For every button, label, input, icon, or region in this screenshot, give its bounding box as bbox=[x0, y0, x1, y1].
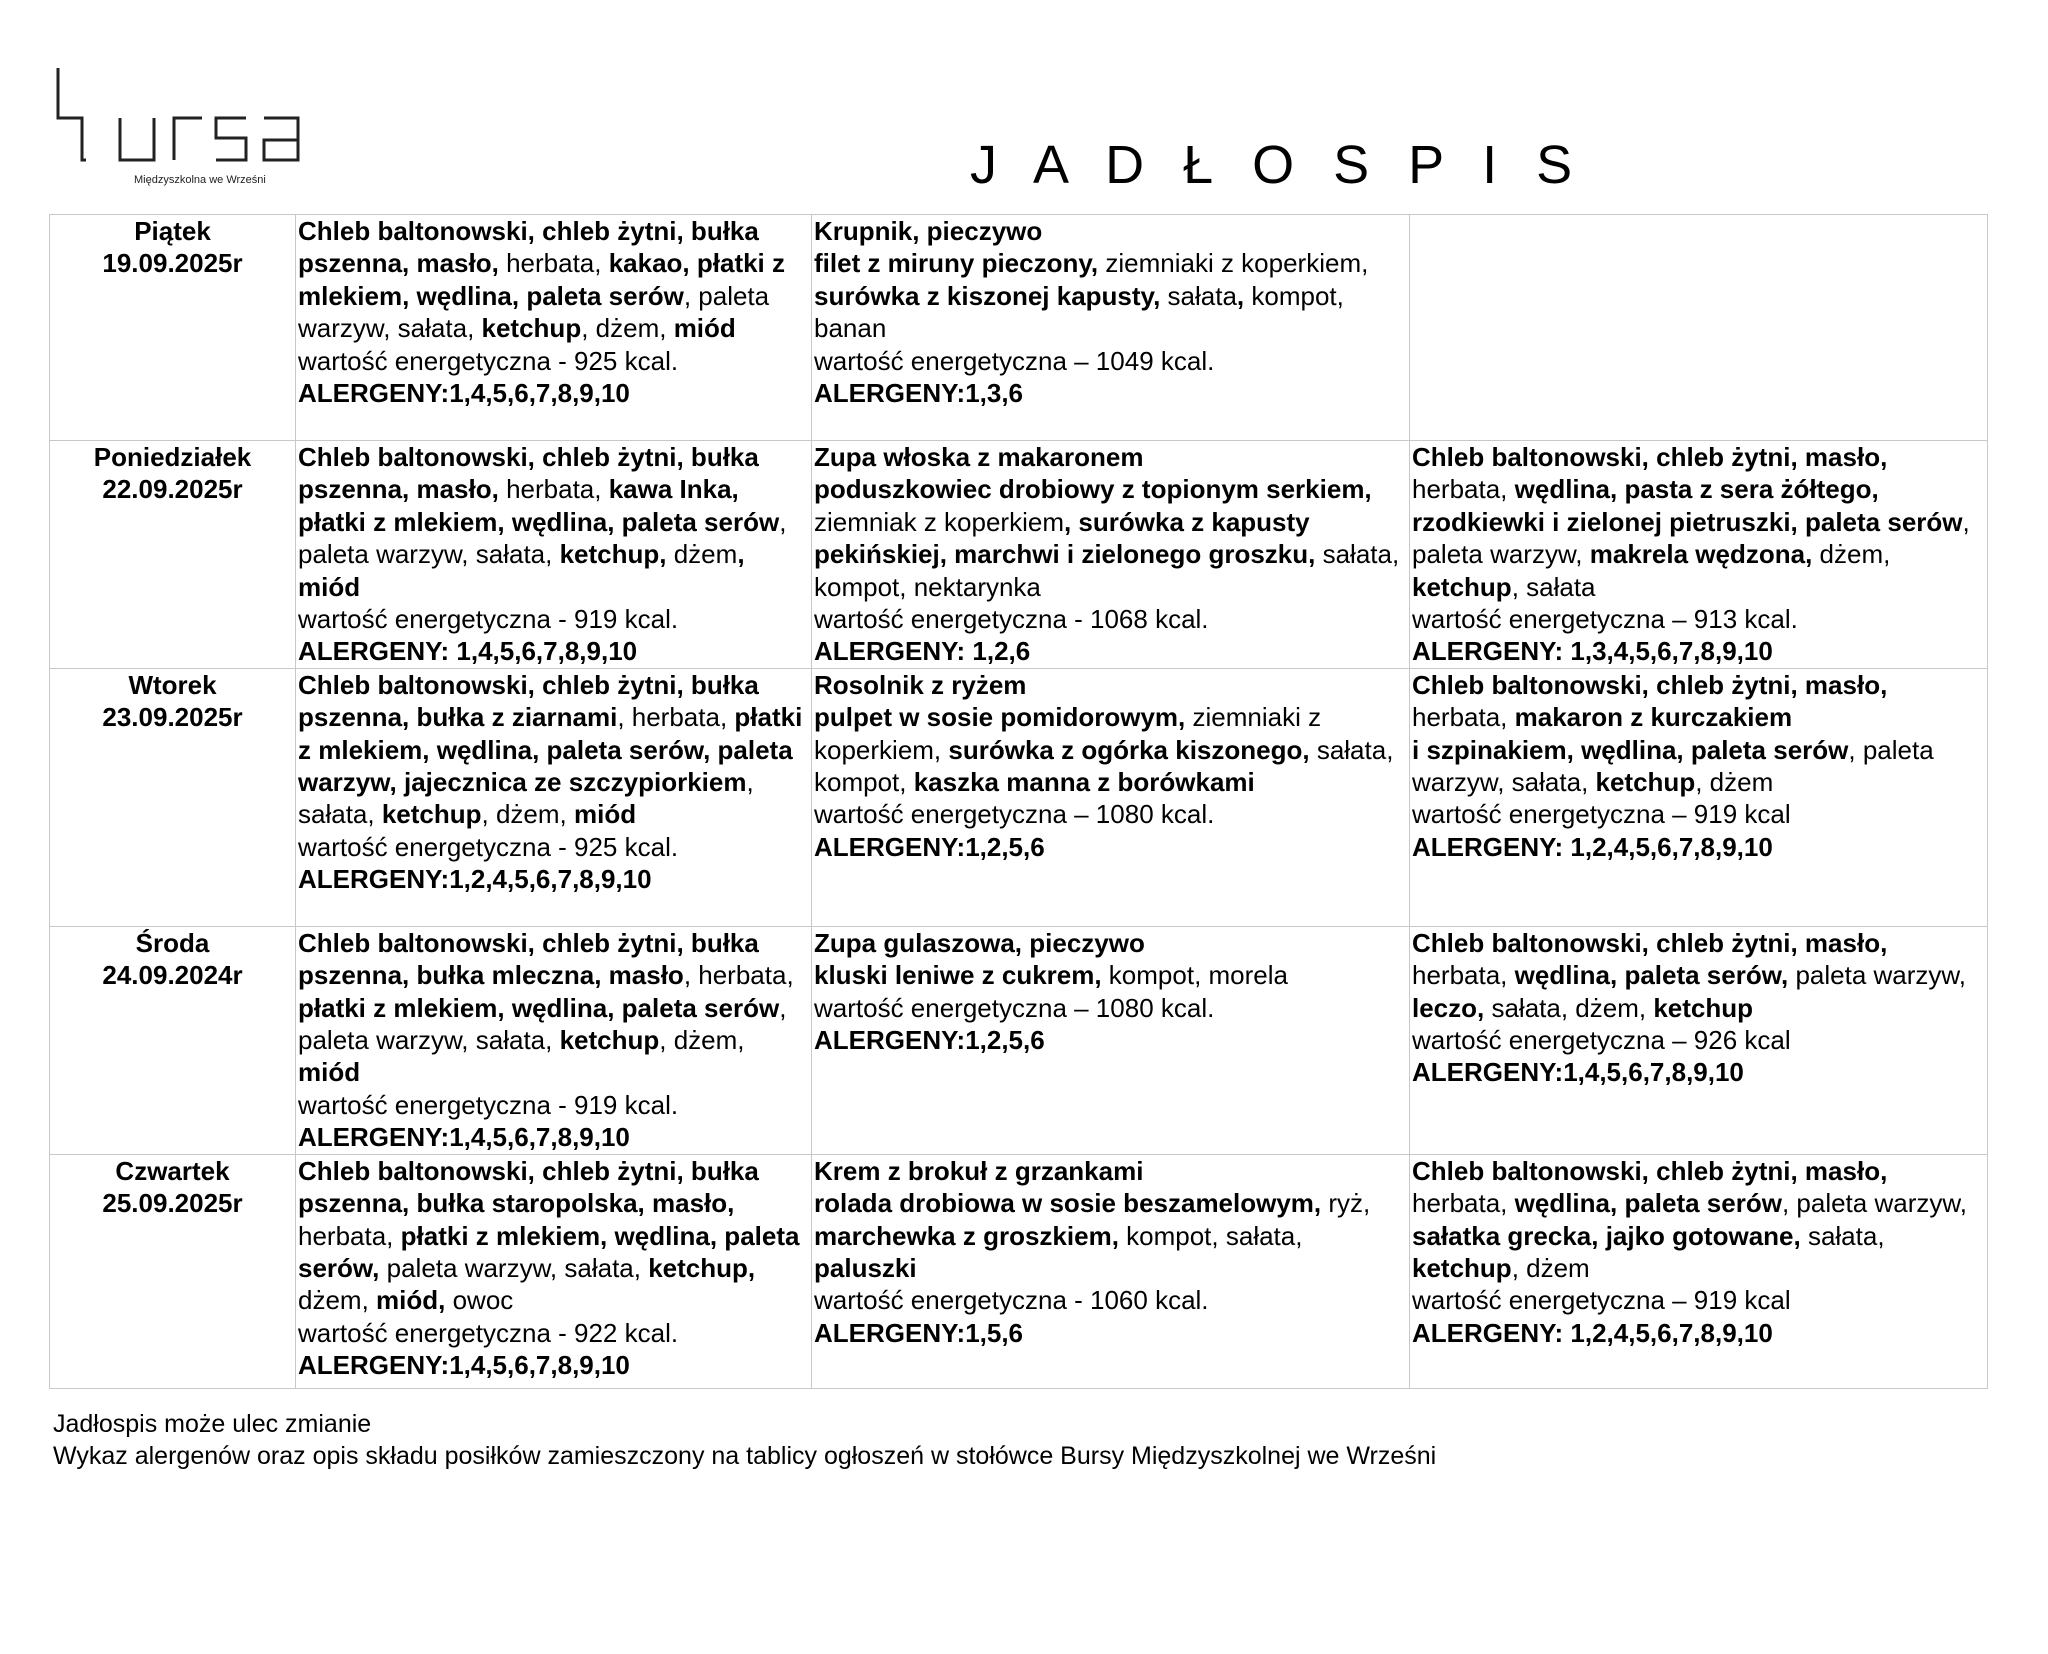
menu-text-segment: , paleta warzyw, sałata, bbox=[298, 506, 787, 570]
menu-text-segment: , miód bbox=[298, 539, 745, 602]
menu-text-segment: , dżem, bbox=[659, 1025, 745, 1056]
menu-text-segment: , dżem bbox=[1695, 767, 1774, 798]
footer-line-change-notice: Jadłospis może ulec zmianie bbox=[53, 1410, 372, 1438]
menu-text-segment: herbata, bbox=[1412, 1188, 1515, 1219]
lunch-energy: wartość energetyczna - 1060 kcal. bbox=[814, 1285, 1209, 1316]
menu-text-segment: płatki z mlekiem, wędlina, paleta serów bbox=[298, 992, 780, 1023]
menu-table bbox=[49, 214, 1988, 1389]
menu-text-segment: filet z miruny pieczony, bbox=[814, 248, 1099, 279]
menu-text-segment: dżem bbox=[666, 539, 738, 570]
breakfast-cell bbox=[296, 1154, 812, 1388]
menu-text-segment: leczo, bbox=[1412, 992, 1485, 1023]
menu-text-segment: herbata, bbox=[298, 1220, 401, 1251]
menu-text-segment: Zupa włoska z makaronem bbox=[814, 442, 1144, 472]
menu-text-segment: makrela wędzona, bbox=[1589, 539, 1813, 570]
menu-text-segment: Chleb baltonowski, chleb żytni, bułka pszenna, bułka staropolska, masło, bbox=[298, 1155, 759, 1219]
menu-text-segment: pulpet w sosie pomidorowym, bbox=[814, 702, 1186, 733]
menu-text-segment: Chleb baltonowski, chleb żytni, bułka pszenna, masło, bbox=[298, 216, 759, 279]
day-cell bbox=[50, 1154, 296, 1388]
menu-text-segment: miód bbox=[298, 1057, 361, 1088]
lunch-energy: wartość energetyczna - 1068 kcal. bbox=[814, 604, 1209, 635]
menu-text-segment: herbata, bbox=[498, 248, 609, 279]
menu-text-segment: Rosolnik z ryżem bbox=[814, 669, 1027, 700]
menu-text-segment: , dżem, bbox=[481, 799, 574, 830]
menu-text-segment: Chleb baltonowski, chleb żytni, bułka pszenna, bułka mleczna, masło bbox=[298, 927, 759, 991]
table-row bbox=[50, 1154, 1988, 1388]
menu-text-segment: ziemniak z koperkiem bbox=[814, 506, 1064, 537]
lunch-cell bbox=[812, 441, 1410, 669]
menu-text-segment: i szpinakiem, wędlina, paleta serów bbox=[1412, 734, 1849, 765]
menu-text-segment: surówka z ogórka kiszonego, bbox=[948, 734, 1310, 765]
page-title: J A D Ł O S P I S bbox=[970, 135, 1585, 195]
menu-text-segment: płatki z mlekiem, wędlina, paleta serów, bbox=[298, 1220, 800, 1283]
day-date: 19.09.2025r bbox=[102, 248, 243, 279]
lunch-energy: wartość energetyczna – 1049 kcal. bbox=[814, 345, 1215, 376]
menu-text-segment: , herbata, bbox=[617, 702, 735, 733]
day-cell bbox=[50, 215, 296, 441]
breakfast-cell bbox=[296, 441, 812, 669]
menu-text-segment: surówka z kiszonej kapusty, bbox=[814, 280, 1161, 311]
menu-text-segment: Krem z brokuł z grzankami bbox=[814, 1155, 1144, 1186]
menu-text-segment: ketchup, bbox=[559, 539, 667, 570]
menu-text-segment: Krupnik, pieczywo bbox=[814, 216, 1043, 246]
menu-text-segment: owoc bbox=[445, 1285, 514, 1316]
menu-text-segment: ketchup bbox=[559, 1025, 660, 1056]
menu-text-segment: , paleta warzyw, sałata, bbox=[298, 280, 770, 344]
table-row bbox=[50, 215, 1988, 441]
lunch-description bbox=[814, 441, 1407, 603]
menu-text-segment: , sałata bbox=[1511, 571, 1596, 602]
menu-text-segment: ziemniaki z koperkiem, bbox=[814, 702, 1322, 765]
dinner-energy: wartość energetyczna – 926 kcal bbox=[1412, 1025, 1791, 1056]
breakfast-energy: wartość energetyczna - 922 kcal. bbox=[298, 1317, 679, 1348]
breakfast-description bbox=[298, 927, 809, 1089]
menu-text-segment: ketchup bbox=[381, 799, 482, 830]
menu-text-segment: , paleta warzyw, sałata, bbox=[1412, 734, 1934, 798]
day-name: Środa bbox=[135, 927, 210, 958]
day-name: Wtorek bbox=[128, 669, 217, 700]
day-cell bbox=[50, 441, 296, 669]
menu-text-segment: sałatka grecka, jajko gotowane, bbox=[1412, 1220, 1801, 1251]
dinner-cell bbox=[1410, 441, 1988, 669]
dinner-description bbox=[1412, 669, 1985, 799]
day-cell bbox=[50, 926, 296, 1154]
lunch-description bbox=[814, 215, 1407, 345]
lunch-allergens: ALERGENY: 1,2,6 bbox=[814, 636, 1031, 667]
menu-text-segment: , sałata, bbox=[298, 767, 754, 830]
lunch-energy: wartość energetyczna – 1080 kcal. bbox=[814, 799, 1215, 830]
menu-text-segment: herbata, bbox=[1412, 702, 1515, 733]
table-row bbox=[50, 926, 1988, 1154]
lunch-cell bbox=[812, 668, 1410, 926]
dinner-cell bbox=[1410, 926, 1988, 1154]
table-row bbox=[50, 441, 1988, 669]
menu-text-segment: wędlina, pasta z sera żółtego, rzodkiewki i zielonej pietruszki, paleta serów bbox=[1412, 474, 1963, 537]
menu-text-segment: marchewka z groszkiem, bbox=[814, 1220, 1119, 1251]
menu-text-segment: makaron z kurczakiem bbox=[1514, 702, 1793, 733]
menu-text-segment: sałata, kompot, bbox=[814, 734, 1394, 798]
dinner-energy: wartość energetyczna – 913 kcal. bbox=[1412, 604, 1798, 635]
menu-text-segment: sałata, dżem, bbox=[1484, 992, 1654, 1023]
breakfast-allergens: ALERGENY:1,4,5,6,7,8,9,10 bbox=[298, 1350, 630, 1381]
breakfast-description bbox=[298, 669, 809, 831]
breakfast-allergens: ALERGENY:1,4,5,6,7,8,9,10 bbox=[298, 1122, 630, 1153]
lunch-description bbox=[814, 927, 1407, 992]
dinner-allergens: ALERGENY: 1,2,4,5,6,7,8,9,10 bbox=[1412, 1317, 1773, 1348]
dinner-cell bbox=[1410, 215, 1988, 441]
menu-text-segment: paluszki bbox=[814, 1252, 917, 1283]
menu-text-segment: sałata, bbox=[1800, 1220, 1885, 1251]
lunch-allergens: ALERGENY:1,5,6 bbox=[814, 1317, 1024, 1348]
bursa-logo-icon bbox=[50, 60, 320, 170]
menu-text-segment: sałata bbox=[1160, 280, 1237, 311]
menu-text-segment: wędlina, paleta serów, bbox=[1514, 960, 1789, 991]
lunch-description bbox=[814, 669, 1407, 799]
dinner-allergens: ALERGENY: 1,2,4,5,6,7,8,9,10 bbox=[1412, 831, 1773, 862]
lunch-description bbox=[814, 1155, 1407, 1285]
menu-text-segment: ketchup bbox=[481, 313, 582, 344]
menu-text-segment: wędlina, paleta serów bbox=[1514, 1188, 1782, 1219]
menu-text-segment: ketchup bbox=[1595, 767, 1696, 798]
menu-text-segment: , paleta warzyw, bbox=[1412, 506, 1970, 570]
bursa-logo bbox=[50, 60, 320, 200]
lunch-cell bbox=[812, 215, 1410, 441]
dinner-energy: wartość energetyczna – 919 kcal bbox=[1412, 799, 1791, 830]
lunch-allergens: ALERGENY:1,2,5,6 bbox=[814, 831, 1045, 862]
menu-text-segment: Chleb baltonowski, chleb żytni, bułka pszenna, masło, bbox=[298, 442, 759, 505]
menu-text-segment: Chleb baltonowski, chleb żytni, masło, bbox=[1412, 927, 1888, 958]
breakfast-description bbox=[298, 441, 809, 603]
day-date: 22.09.2025r bbox=[102, 474, 243, 505]
menu-text-segment: poduszkowiec drobiowy z topionym serkiem, bbox=[814, 474, 1372, 505]
dinner-allergens: ALERGENY: 1,3,4,5,6,7,8,9,10 bbox=[1412, 636, 1773, 667]
day-name: Piątek bbox=[134, 216, 211, 246]
day-date: 23.09.2025r bbox=[102, 702, 243, 733]
menu-text-segment: miód, bbox=[376, 1285, 446, 1316]
lunch-energy: wartość energetyczna – 1080 kcal. bbox=[814, 992, 1215, 1023]
menu-text-segment: ketchup, bbox=[648, 1252, 756, 1283]
menu-text-segment: miód bbox=[673, 313, 736, 344]
menu-text-segment: dżem, bbox=[298, 1285, 377, 1316]
menu-text-segment: kaszka manna z borówkami bbox=[913, 767, 1255, 798]
lunch-allergens: ALERGENY:1,2,5,6 bbox=[814, 1025, 1045, 1056]
dinner-cell bbox=[1410, 1154, 1988, 1388]
day-name: Poniedziałek bbox=[93, 442, 252, 472]
menu-text-segment: , dżem bbox=[1511, 1252, 1590, 1283]
day-cell bbox=[50, 668, 296, 926]
menu-text-segment: , herbata, bbox=[683, 960, 794, 991]
menu-text-segment: , paleta warzyw, bbox=[1781, 1188, 1967, 1219]
menu-text-segment: ziemniaki z koperkiem, bbox=[1098, 248, 1369, 279]
menu-text-segment: paleta warzyw, bbox=[1788, 960, 1966, 991]
breakfast-description bbox=[298, 1155, 809, 1317]
dinner-description bbox=[1412, 1155, 1985, 1285]
lunch-allergens: ALERGENY:1,3,6 bbox=[814, 378, 1024, 409]
menu-text-segment: Chleb baltonowski, chleb żytni, masło, bbox=[1412, 442, 1888, 472]
menu-text-segment: płatki z mlekiem, wędlina, paleta serów, paleta warzyw, jajecznica ze szczypiorkiem bbox=[298, 702, 803, 798]
day-date: 24.09.2024r bbox=[102, 960, 243, 991]
menu-text-segment: kompot, morela bbox=[1101, 960, 1288, 991]
breakfast-allergens: ALERGENY:1,2,4,5,6,7,8,9,10 bbox=[298, 864, 652, 895]
menu-text-segment: Chleb baltonowski, chleb żytni, masło, bbox=[1412, 1155, 1888, 1186]
dinner-description bbox=[1412, 927, 1985, 1024]
menu-text-segment: herbata, bbox=[1412, 474, 1515, 505]
breakfast-energy: wartość energetyczna - 925 kcal. bbox=[298, 831, 679, 862]
menu-text-segment: miód bbox=[574, 799, 637, 830]
lunch-cell bbox=[812, 1154, 1410, 1388]
breakfast-energy: wartość energetyczna - 919 kcal. bbox=[298, 604, 679, 635]
dinner-energy: wartość energetyczna – 919 kcal bbox=[1412, 1285, 1791, 1316]
breakfast-cell bbox=[296, 215, 812, 441]
dinner-allergens: ALERGENY:1,4,5,6,7,8,9,10 bbox=[1412, 1057, 1744, 1088]
menu-text-segment: Chleb baltonowski, chleb żytni, bułka pszenna, bułka z ziarnami bbox=[298, 669, 759, 733]
menu-text-segment: sałata, kompot, nektarynka bbox=[814, 539, 1400, 602]
menu-text-segment: herbata, bbox=[498, 474, 609, 505]
breakfast-cell bbox=[296, 668, 812, 926]
menu-text-segment: , paleta warzyw, sałata, bbox=[298, 992, 787, 1056]
menu-text-segment: , surówka z kapusty pekińskiej, marchwi i zielonego groszku, bbox=[814, 506, 1316, 570]
menu-text-segment: ketchup bbox=[1653, 992, 1754, 1023]
menu-text-segment: rolada drobiowa w sosie beszamelowym, bbox=[814, 1188, 1322, 1219]
dinner-description bbox=[1412, 441, 1985, 603]
breakfast-allergens: ALERGENY: 1,4,5,6,7,8,9,10 bbox=[298, 636, 638, 667]
footer-notes bbox=[53, 1408, 1436, 1472]
menu-text-segment: kakao, płatki z mlekiem, wędlina, paleta serów bbox=[298, 248, 786, 311]
breakfast-energy: wartość energetyczna - 925 kcal. bbox=[298, 345, 679, 376]
menu-text-segment: ketchup bbox=[1412, 571, 1512, 602]
menu-text-segment: Zupa gulaszowa, pieczywo bbox=[814, 927, 1145, 958]
menu-text-segment: Chleb baltonowski, chleb żytni, masło, bbox=[1412, 669, 1888, 700]
breakfast-description bbox=[298, 215, 809, 345]
menu-text-segment: kluski leniwe z cukrem, bbox=[814, 960, 1102, 991]
day-name: Czwartek bbox=[115, 1155, 230, 1186]
breakfast-energy: wartość energetyczna - 919 kcal. bbox=[298, 1089, 679, 1120]
menu-text-segment: kompot, sałata, bbox=[1118, 1220, 1303, 1251]
menu-text-segment: kompot, banan bbox=[814, 280, 1344, 344]
table-row bbox=[50, 668, 1988, 926]
day-date: 25.09.2025r bbox=[102, 1188, 243, 1219]
breakfast-allergens: ALERGENY:1,4,5,6,7,8,9,10 bbox=[298, 378, 630, 409]
footer-line-allergens-notice: Wykaz alergenów oraz opis składu posiłków zamieszczony na tablicy ogłoszeń w stołówce Bursy Międzyszkolnej we Wrześni bbox=[53, 1442, 1437, 1470]
menu-text-segment: ryż, bbox=[1321, 1188, 1371, 1219]
menu-table-body bbox=[50, 215, 1988, 1389]
menu-text-segment: kawa Inka, płatki z mlekiem, wędlina, paleta serów bbox=[298, 474, 780, 537]
menu-text-segment: dżem, bbox=[1812, 539, 1891, 570]
menu-text-segment: , dżem, bbox=[581, 313, 674, 344]
menu-text-segment: paleta warzyw, sałata, bbox=[379, 1252, 649, 1283]
menu-text-segment: herbata, bbox=[1412, 960, 1515, 991]
logo-tagline: Międzyszkolna we Wrześni bbox=[134, 174, 266, 186]
lunch-cell bbox=[812, 926, 1410, 1154]
menu-text-segment: , bbox=[1236, 280, 1245, 311]
dinner-cell bbox=[1410, 668, 1988, 926]
breakfast-cell bbox=[296, 926, 812, 1154]
menu-text-segment: ketchup bbox=[1412, 1252, 1512, 1283]
